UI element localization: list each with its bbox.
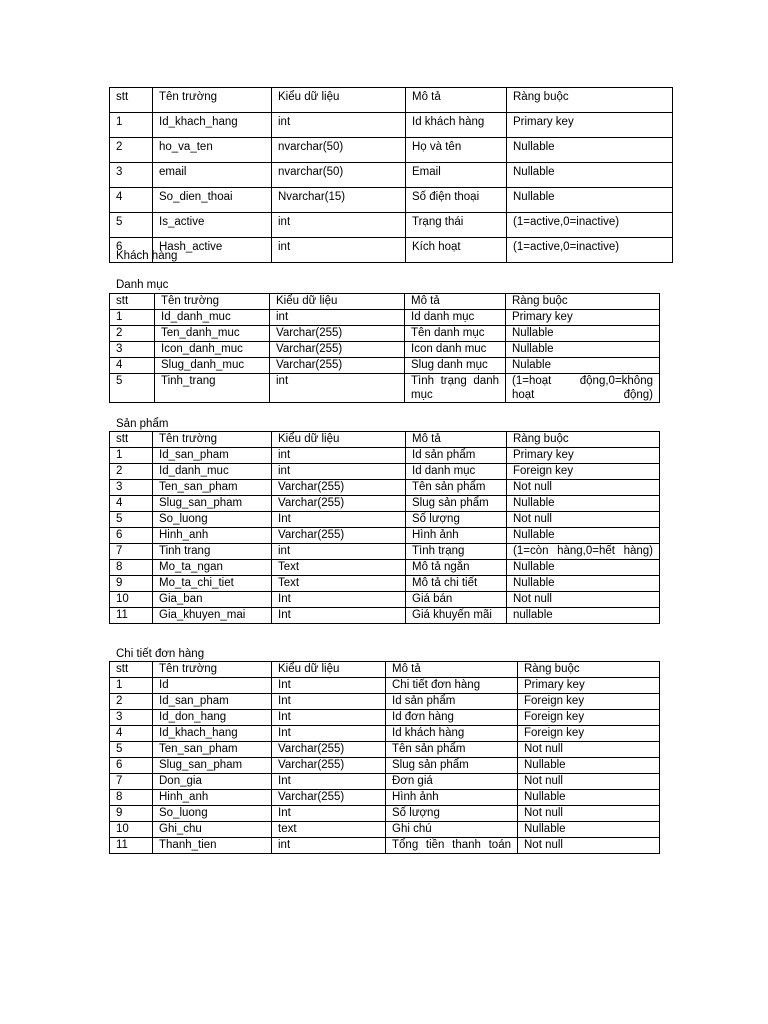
table-cell: Primary key — [518, 678, 660, 694]
table-cell: Slug_san_pham — [153, 496, 272, 512]
table-row — [110, 758, 660, 774]
table-cell: Id sản phẩm — [406, 448, 507, 464]
table-cell: Số điện thoại — [406, 188, 507, 213]
table-cell: 1 — [110, 678, 153, 694]
table-cell: Id_san_pham — [153, 448, 272, 464]
table-row — [110, 694, 660, 710]
san-pham-caption: Sản phẩm — [116, 418, 169, 430]
table-cell: int — [270, 374, 405, 403]
table-cell: Tên sản phẩm — [386, 742, 518, 758]
table-cell: Nulable — [506, 358, 660, 374]
table-cell: Int — [272, 806, 386, 822]
table-cell: (1=còn hàng,0=hết hàng) — [507, 544, 660, 560]
table-row — [110, 710, 660, 726]
table-cell: 1 — [110, 113, 153, 138]
table-cell: Kích hoạt — [406, 238, 507, 263]
table-cell: Ten_san_pham — [153, 742, 272, 758]
danh-muc-caption: Danh mục — [116, 279, 169, 291]
table-cell: Int — [272, 710, 386, 726]
table-cell: Nullable — [518, 822, 660, 838]
table-cell: 6 — [110, 758, 153, 774]
column-header: stt — [110, 432, 153, 448]
table-cell: Thanh_tien — [153, 838, 272, 854]
table-cell: Id_khach_hang — [153, 726, 272, 742]
table-cell: Foreign key — [518, 694, 660, 710]
table-cell: int — [272, 238, 406, 263]
table-cell: Nullable — [507, 528, 660, 544]
table-cell: int — [270, 310, 405, 326]
table-cell: 5 — [110, 512, 153, 528]
table-cell: Slug danh mục — [405, 358, 506, 374]
table-cell: 10 — [110, 592, 153, 608]
table-cell: 6 — [110, 238, 153, 263]
column-header: Kiểu dữ liệu — [270, 294, 405, 310]
column-header: Tên trường — [153, 432, 272, 448]
table-cell: Primary key — [507, 113, 673, 138]
table-row — [110, 213, 673, 238]
table-cell: Int — [272, 694, 386, 710]
table-cell: nvarchar(50) — [272, 163, 406, 188]
table-header-row — [110, 88, 673, 113]
table-cell: 8 — [110, 790, 153, 806]
table-header-row — [110, 432, 660, 448]
danh-muc-body — [110, 294, 660, 403]
danh-muc-table — [109, 293, 660, 403]
table-cell: 3 — [110, 342, 155, 358]
table-cell: Not null — [507, 480, 660, 496]
table-cell: Int — [272, 608, 406, 624]
table-cell: nullable — [507, 608, 660, 624]
table-cell: Primary key — [507, 448, 660, 464]
table-cell: Foreign key — [507, 464, 660, 480]
table-cell: Not null — [518, 742, 660, 758]
table-cell: Tổng tiền thanh toán — [386, 838, 518, 854]
table-cell: ho_va_ten — [153, 138, 272, 163]
table-cell: Hash_active — [153, 238, 272, 263]
column-header: Ràng buộc — [507, 432, 660, 448]
table-cell: 1 — [110, 310, 155, 326]
chi-tiet-don-hang-table — [109, 661, 660, 854]
table-cell: Int — [272, 678, 386, 694]
table-cell: text — [272, 822, 386, 838]
table-cell: Mo_ta_chi_tiet — [153, 576, 272, 592]
table-row — [110, 576, 660, 592]
table-cell: Ten_danh_muc — [155, 326, 270, 342]
table-cell: 10 — [110, 822, 153, 838]
column-header: stt — [110, 662, 153, 678]
table-cell: Tình trạng danh mục — [405, 374, 506, 403]
table-cell: So_dien_thoai — [153, 188, 272, 213]
table-cell: int — [272, 448, 406, 464]
table-row — [110, 448, 660, 464]
table-cell: Hình ảnh — [386, 790, 518, 806]
table-cell: Ghi chú — [386, 822, 518, 838]
table-cell: Số lượng — [406, 512, 507, 528]
table-cell: Id đơn hàng — [386, 710, 518, 726]
column-header: Ràng buộc — [518, 662, 660, 678]
table-cell: int — [272, 544, 406, 560]
table-cell: Varchar(255) — [270, 358, 405, 374]
table-cell: Tinh_trang — [155, 374, 270, 403]
table-row — [110, 838, 660, 854]
table-cell: Gia_ban — [153, 592, 272, 608]
chi-tiet-don-hang-body — [110, 662, 660, 854]
table-cell: Id sản phẩm — [386, 694, 518, 710]
table-cell: Varchar(255) — [272, 480, 406, 496]
table-cell: int — [272, 838, 386, 854]
table-cell: Slug_danh_muc — [155, 358, 270, 374]
table-cell: Int — [272, 774, 386, 790]
khach-hang-caption: Khách hàng — [116, 250, 178, 262]
table-cell: Int — [272, 726, 386, 742]
table-cell: 2 — [110, 138, 153, 163]
table-cell: 3 — [110, 163, 153, 188]
table-cell: 3 — [110, 710, 153, 726]
table-cell: Nullable — [518, 758, 660, 774]
table-cell: Slug_san_pham — [153, 758, 272, 774]
table-cell: Not null — [518, 774, 660, 790]
table-cell: Varchar(255) — [270, 326, 405, 342]
table-cell: Varchar(255) — [272, 758, 386, 774]
table-row — [110, 464, 660, 480]
table-cell: Int — [272, 512, 406, 528]
table-cell: Id_san_pham — [153, 694, 272, 710]
table-cell: 7 — [110, 544, 153, 560]
column-header: Kiểu dữ liệu — [272, 88, 406, 113]
table-cell: Id_khach_hang — [153, 113, 272, 138]
table-cell: Text — [272, 576, 406, 592]
table-cell: 4 — [110, 726, 153, 742]
table-cell: Varchar(255) — [272, 790, 386, 806]
column-header: Kiểu dữ liệu — [272, 432, 406, 448]
table-row — [110, 326, 660, 342]
table-row — [110, 512, 660, 528]
table-cell: Mô tả ngắn — [406, 560, 507, 576]
table-row — [110, 496, 660, 512]
table-cell: Int — [272, 592, 406, 608]
table-header-row — [110, 294, 660, 310]
table-cell: Tên danh mục — [405, 326, 506, 342]
table-cell: Nullable — [507, 496, 660, 512]
table-cell: Nullable — [507, 576, 660, 592]
table-row — [110, 608, 660, 624]
table-cell: Nullable — [507, 188, 673, 213]
table-row — [110, 374, 660, 403]
khach-hang-table — [109, 87, 673, 263]
table-cell: Nullable — [507, 560, 660, 576]
table-cell: 6 — [110, 528, 153, 544]
table-cell: (1=hoạt động,0=không hoạt động) — [506, 374, 660, 403]
table-cell: Don_gia — [153, 774, 272, 790]
table-row — [110, 678, 660, 694]
table-cell: 2 — [110, 464, 153, 480]
table-cell: Giá bán — [406, 592, 507, 608]
table-cell: Nullable — [507, 163, 673, 188]
table-cell: Text — [272, 560, 406, 576]
table-cell: Ten_san_pham — [153, 480, 272, 496]
table-cell: Nullable — [507, 138, 673, 163]
table-row — [110, 342, 660, 358]
table-cell: int — [272, 464, 406, 480]
table-cell: So_luong — [153, 806, 272, 822]
table-cell: Gia_khuyen_mai — [153, 608, 272, 624]
table-cell: 3 — [110, 480, 153, 496]
table-row — [110, 806, 660, 822]
table-row — [110, 774, 660, 790]
table-cell: Số lượng — [386, 806, 518, 822]
table-cell: Hình ảnh — [406, 528, 507, 544]
table-cell: Is_active — [153, 213, 272, 238]
table-row — [110, 358, 660, 374]
table-cell: email — [153, 163, 272, 188]
table-cell: Mô tả chi tiết — [406, 576, 507, 592]
table-header-row — [110, 662, 660, 678]
table-cell: Id_danh_muc — [155, 310, 270, 326]
table-cell: Slug sản phẩm — [386, 758, 518, 774]
table-cell: Slug sản phẩm — [406, 496, 507, 512]
table-cell: Not null — [518, 838, 660, 854]
table-cell: Tinh trang — [153, 544, 272, 560]
column-header: Ràng buộc — [507, 88, 673, 113]
table-cell: Chi tiết đơn hàng — [386, 678, 518, 694]
table-cell: 1 — [110, 448, 153, 464]
table-cell: Icon_danh_muc — [155, 342, 270, 358]
table-cell: (1=active,0=inactive) — [507, 213, 673, 238]
table-cell: Ghi_chu — [153, 822, 272, 838]
table-cell: 9 — [110, 806, 153, 822]
table-row — [110, 113, 673, 138]
table-cell: Hinh_anh — [153, 790, 272, 806]
table-cell: Id danh mục — [405, 310, 506, 326]
table-cell: So_luong — [153, 512, 272, 528]
san-pham-body — [110, 432, 660, 624]
table-cell: int — [272, 213, 406, 238]
column-header: stt — [110, 294, 155, 310]
table-cell: Họ và tên — [406, 138, 507, 163]
column-header: Mô tả — [386, 662, 518, 678]
table-cell: Mo_ta_ngan — [153, 560, 272, 576]
table-cell: 5 — [110, 374, 155, 403]
table-cell: Id khách hàng — [386, 726, 518, 742]
table-row — [110, 238, 673, 263]
table-row — [110, 822, 660, 838]
column-header: Mô tả — [405, 294, 506, 310]
table-cell: Hinh_anh — [153, 528, 272, 544]
table-cell: Nvarchar(15) — [272, 188, 406, 213]
table-row — [110, 592, 660, 608]
table-cell: Id khách hàng — [406, 113, 507, 138]
table-cell: 11 — [110, 838, 153, 854]
table-row — [110, 726, 660, 742]
table-cell: 4 — [110, 358, 155, 374]
table-cell: 5 — [110, 213, 153, 238]
column-header: Mô tả — [406, 432, 507, 448]
table-cell: Nullable — [506, 342, 660, 358]
table-cell: 8 — [110, 560, 153, 576]
table-cell: Id_don_hang — [153, 710, 272, 726]
table-cell: Id — [153, 678, 272, 694]
table-cell: Id danh mục — [406, 464, 507, 480]
table-row — [110, 742, 660, 758]
table-cell: Varchar(255) — [272, 528, 406, 544]
column-header: Tên trường — [155, 294, 270, 310]
table-cell: 9 — [110, 576, 153, 592]
table-cell: nvarchar(50) — [272, 138, 406, 163]
table-cell: Not null — [518, 806, 660, 822]
khach-hang-body — [110, 88, 673, 263]
table-cell: Giá khuyến mãi — [406, 608, 507, 624]
table-cell: 5 — [110, 742, 153, 758]
table-cell: 2 — [110, 694, 153, 710]
table-row — [110, 163, 673, 188]
table-row — [110, 480, 660, 496]
table-cell: Primary key — [506, 310, 660, 326]
table-cell: Varchar(255) — [272, 496, 406, 512]
column-header: Ràng buộc — [506, 294, 660, 310]
table-row — [110, 790, 660, 806]
table-cell: Icon danh muc — [405, 342, 506, 358]
table-cell: Not null — [507, 512, 660, 528]
table-cell: Nullable — [506, 326, 660, 342]
table-cell: Trạng thái — [406, 213, 507, 238]
table-cell: Nullable — [518, 790, 660, 806]
table-cell: (1=active,0=inactive) — [507, 238, 673, 263]
san-pham-table — [109, 431, 660, 624]
column-header: Tên trường — [153, 662, 272, 678]
table-cell: Varchar(255) — [270, 342, 405, 358]
table-cell: 4 — [110, 188, 153, 213]
column-header: stt — [110, 88, 153, 113]
table-cell: 7 — [110, 774, 153, 790]
table-cell: 11 — [110, 608, 153, 624]
column-header: Tên trường — [153, 88, 272, 113]
table-row — [110, 528, 660, 544]
table-row — [110, 560, 660, 576]
table-cell: 4 — [110, 496, 153, 512]
table-cell: Đơn giá — [386, 774, 518, 790]
table-cell: Foreign key — [518, 726, 660, 742]
table-cell: Varchar(255) — [272, 742, 386, 758]
table-row — [110, 310, 660, 326]
table-cell: Tình trạng — [406, 544, 507, 560]
table-cell: Email — [406, 163, 507, 188]
table-row — [110, 188, 673, 213]
column-header: Mô tả — [406, 88, 507, 113]
column-header: Kiểu dữ liệu — [272, 662, 386, 678]
table-cell: Foreign key — [518, 710, 660, 726]
chi-tiet-don-hang-caption: Chi tiết đơn hàng — [116, 648, 205, 660]
table-cell: int — [272, 113, 406, 138]
table-row — [110, 138, 673, 163]
table-row — [110, 544, 660, 560]
table-cell: 2 — [110, 326, 155, 342]
table-cell: Not null — [507, 592, 660, 608]
table-cell: Id_danh_muc — [153, 464, 272, 480]
table-cell: Tên sản phẩm — [406, 480, 507, 496]
